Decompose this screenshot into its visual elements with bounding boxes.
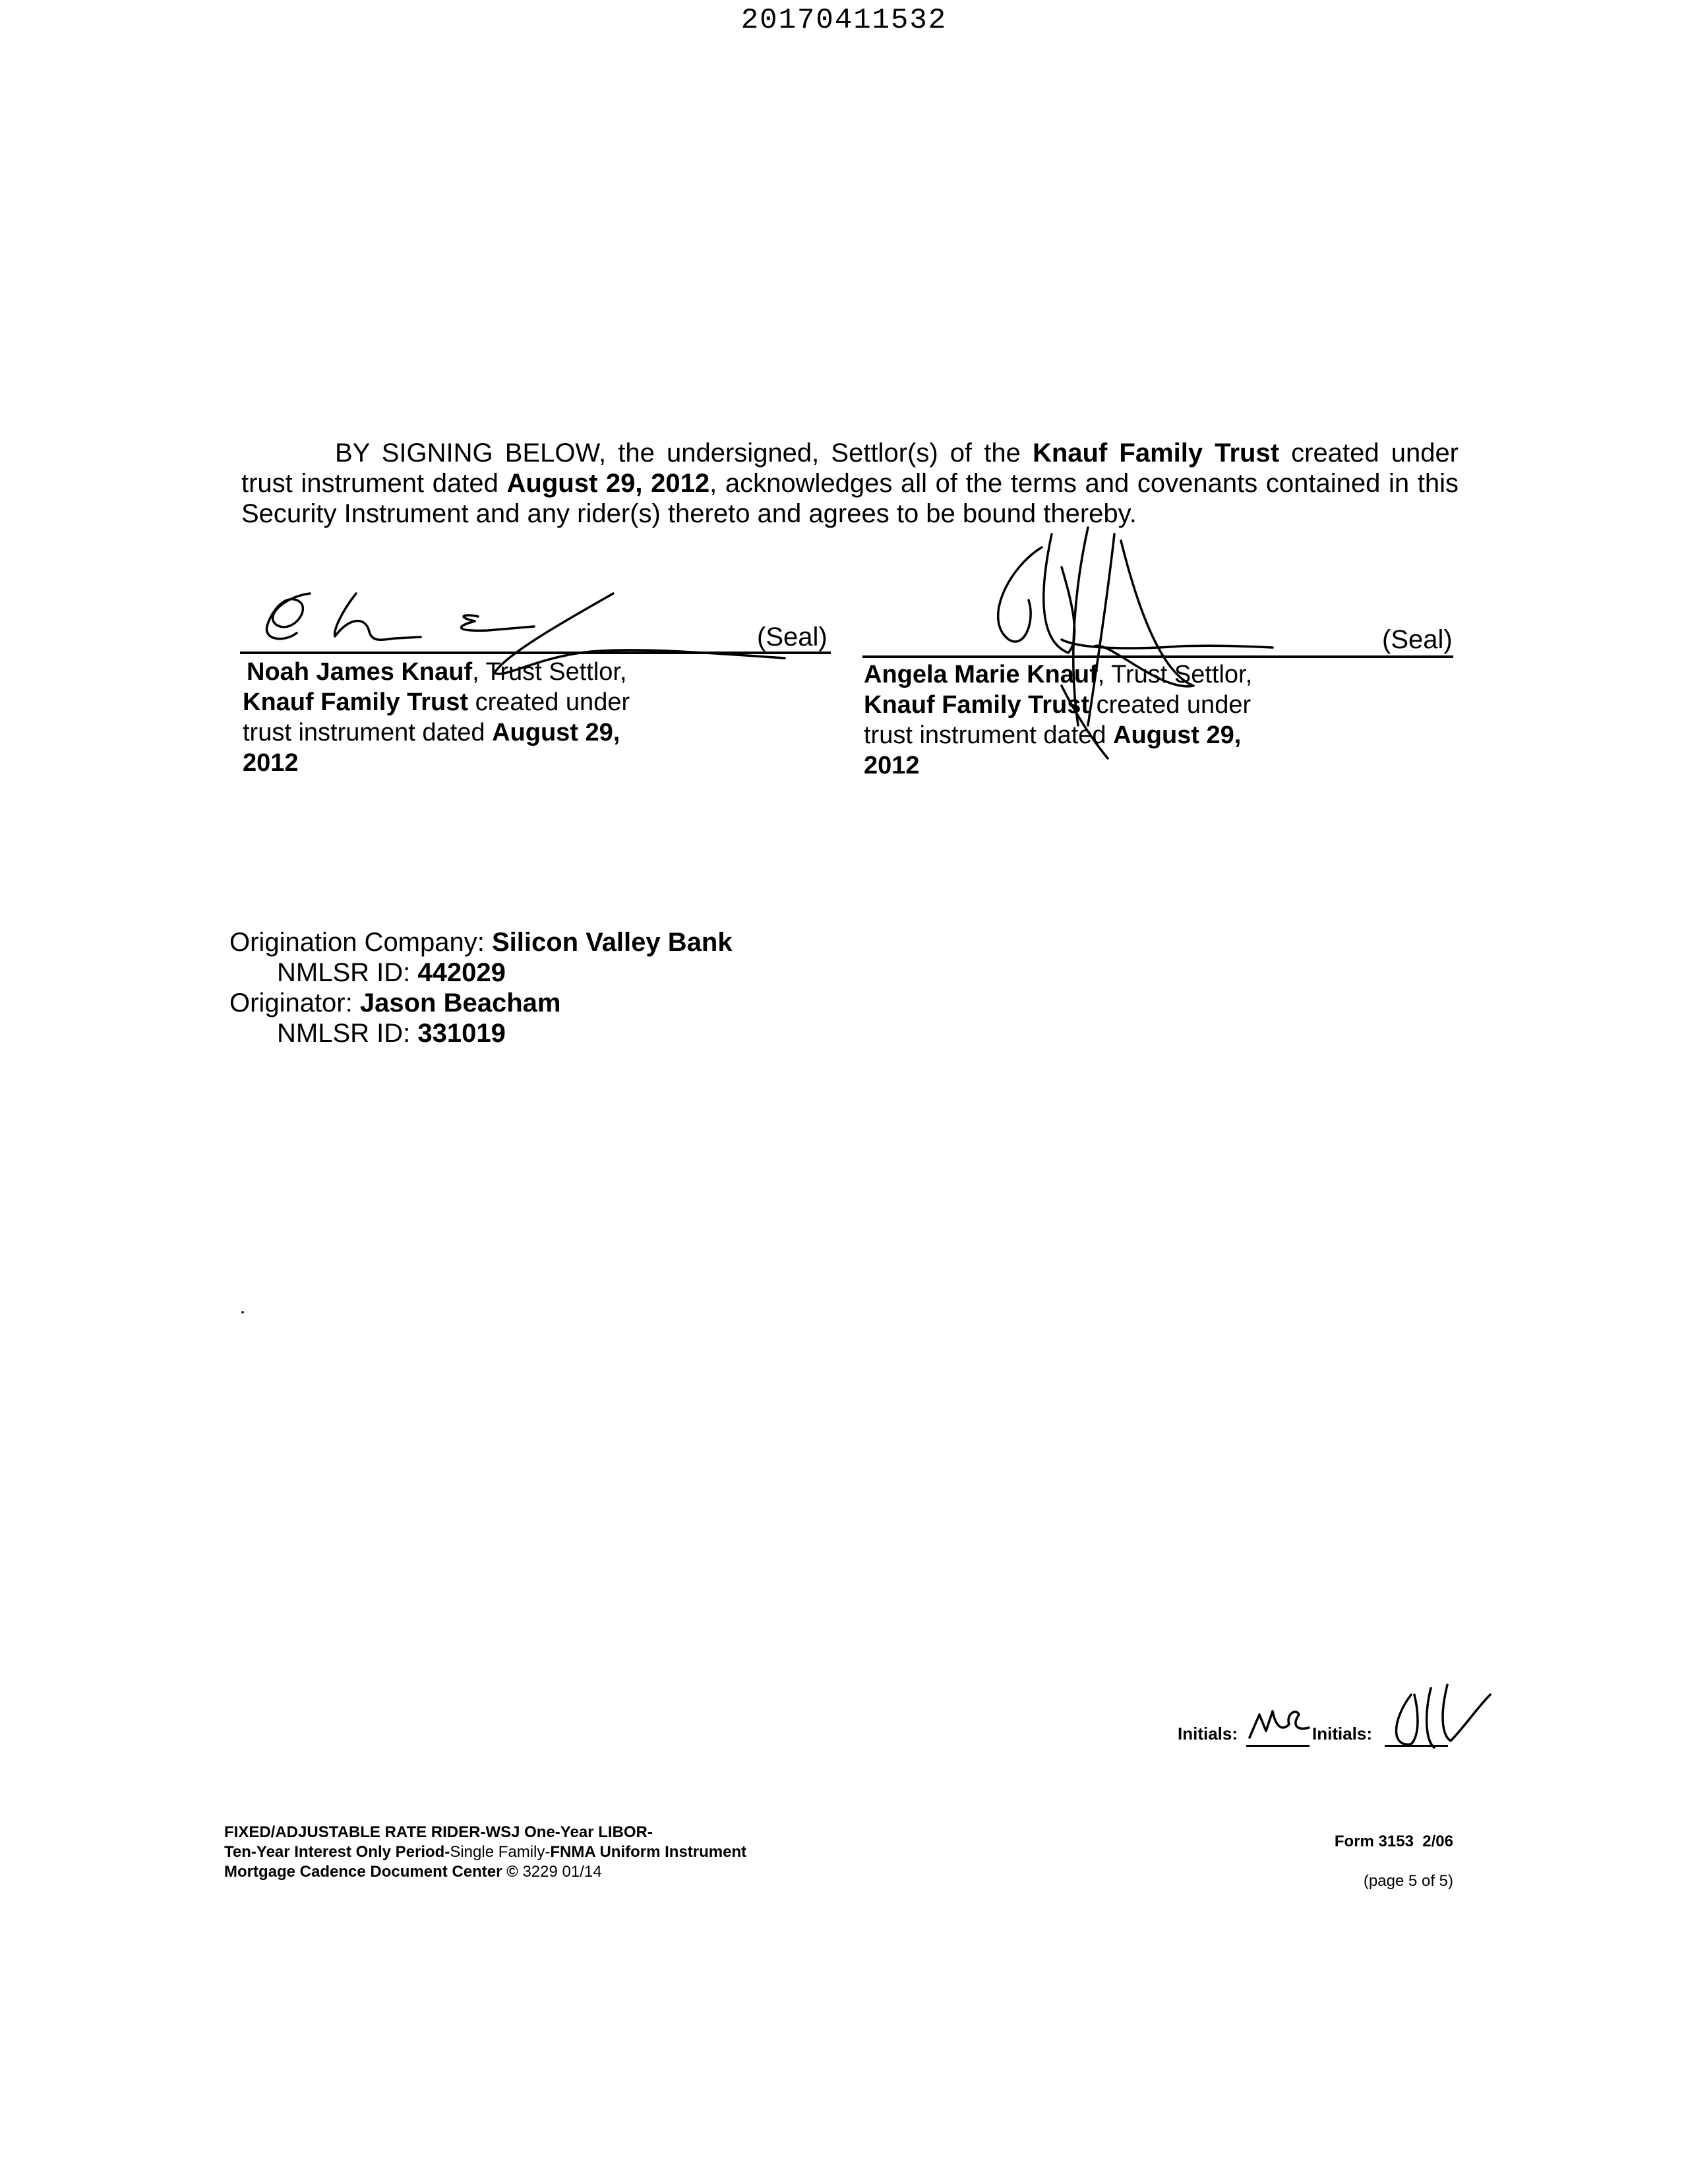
signer-name: Angela Marie Knauf — [864, 661, 1098, 688]
acknowledgment-line-2: trust instrument dated August 29, 2012, acknowledges all of the terms and covenants contained in this — [241, 469, 1459, 498]
signature-line-noah — [240, 652, 831, 654]
signer-details-angela: Angela Marie Knauf, Trust Settlor, Knauf Family Trust created under trust instrument dated August 29, 2012 — [864, 661, 1253, 779]
signer-trust: Knauf Family Trust — [864, 691, 1090, 719]
company-nmlsr: NMLSR ID: 442029 — [277, 958, 506, 987]
footer-form-title: FIXED/ADJUSTABLE RATE RIDER-WSJ One-Year LIBOR- Ten-Year Interest Only Period-Single Family-FNMA Uniform Instrument Mortgage Cadence Document Center © 3229 01/14 — [224, 1823, 747, 1881]
seal-label-noah: (Seal) — [757, 622, 828, 652]
acknowledgment-paragraph — [241, 438, 1459, 529]
signer-trust: Knauf Family Trust — [243, 688, 469, 716]
seal-label-angela: (Seal) — [1382, 625, 1453, 654]
initials-line-1 — [1246, 1745, 1310, 1747]
scan-speck — [241, 1311, 244, 1314]
initials-label-1: Initials: — [1178, 1724, 1238, 1744]
acknowledgment-line-3: Security Instrument and any rider(s) thereto and agrees to be bound thereby. — [241, 499, 1137, 528]
document-number: 20170411532 — [740, 4, 948, 37]
origination-info — [229, 927, 733, 1048]
origination-company: Origination Company: Silicon Valley Bank — [229, 928, 733, 957]
trust-date: August 29, 2012 — [506, 469, 710, 498]
handwritten-initials-1 — [1246, 1701, 1312, 1741]
footer-form-number: Form 3153 2/06 — [1334, 1833, 1453, 1850]
initials-label-2: Initials: — [1312, 1724, 1373, 1744]
signature-line-angela — [862, 655, 1453, 658]
trust-name: Knauf Family Trust — [1032, 439, 1280, 468]
signer-name: Noah James Knauf — [247, 658, 473, 686]
initials-line-2 — [1385, 1745, 1448, 1747]
handwritten-initials-2 — [1385, 1682, 1490, 1754]
originator-nmlsr: NMLSR ID: 331019 — [277, 1019, 506, 1048]
footer-page-number: (page 5 of 5) — [1363, 1872, 1453, 1890]
acknowledgment-line-1: BY SIGNING BELOW, the undersigned, Settlor(s) of the Knauf Family Trust created under — [335, 439, 1459, 468]
signer-details-noah: Noah James Knauf, Trust Settlor, Knauf Family Trust created under trust instrument dated August 29, 2012 — [243, 658, 630, 777]
originator: Originator: Jason Beacham — [229, 988, 561, 1017]
